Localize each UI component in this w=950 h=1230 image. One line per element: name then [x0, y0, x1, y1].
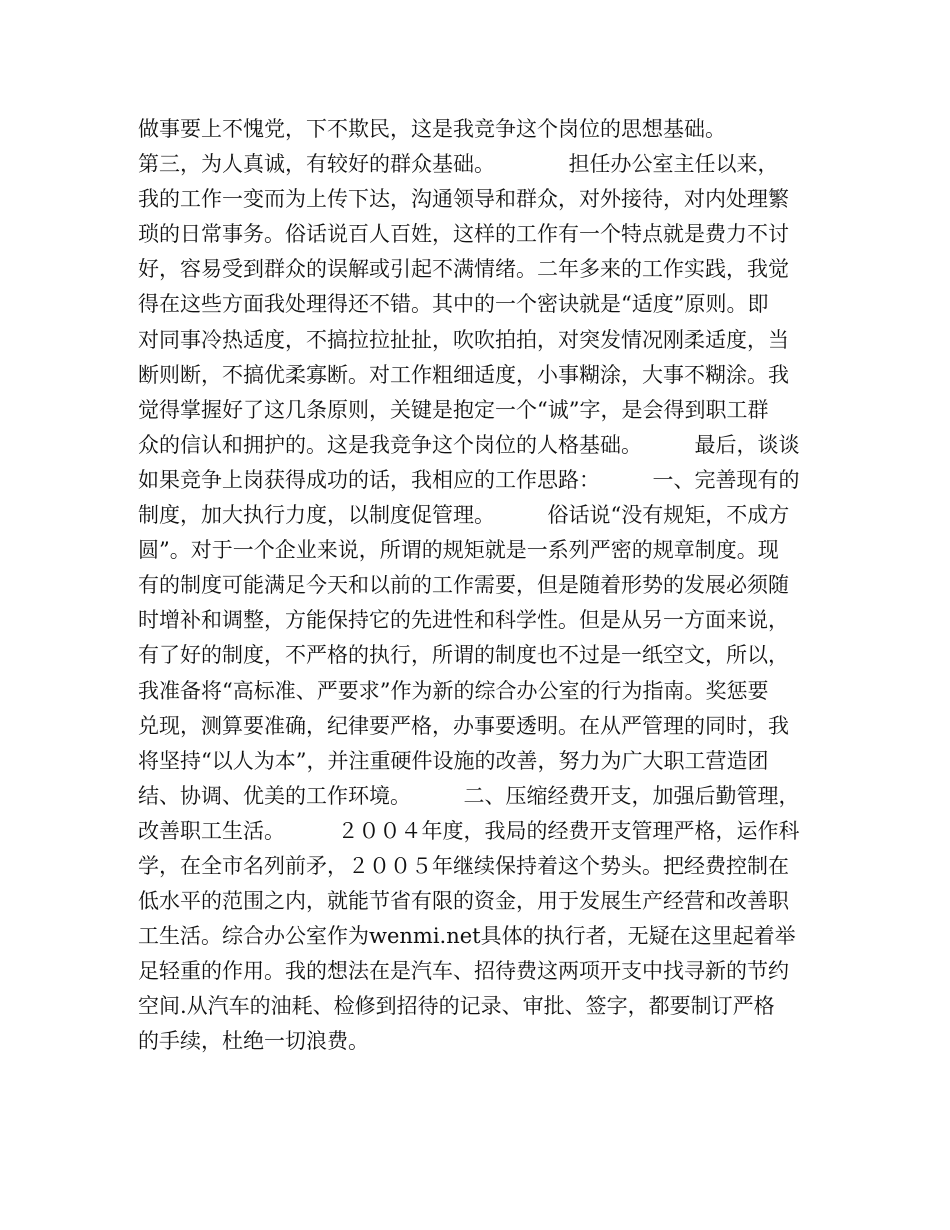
text-line: 学，在全市名列前矛，２００５年继续保持着这个势头。把经费控制在 — [138, 853, 789, 878]
text-line: 低水平的范围之内，就能节省有限的资金，用于发展生产经营和改善职 — [138, 889, 789, 914]
body-text — [138, 112, 818, 1060]
text-line: 空间.从汽车的油耗、检修到招待的记录、审批、签字，都要制订严格 — [138, 994, 775, 1019]
text-line: 好，容易受到群众的误解或引起不满情绪。二年多来的工作实践，我觉 — [138, 257, 789, 282]
text-line: 我的工作一变而为上传下达，沟通领导和群众，对外接待，对内处理繁 — [138, 187, 789, 212]
text-line: 兑现，测算要准确，纪律要严格，办事要透明。在从严管理的同时，我 — [138, 713, 789, 738]
text-line: 改善职工生活。 ２００４年度，我局的经费开支管理严格，运作科 — [138, 818, 800, 843]
text-line: 结、协调、优美的工作环境。 二、压缩经费开支，加强后勤管理， — [138, 783, 800, 808]
text-line: 的手续，杜绝一切浪费。 — [138, 1029, 369, 1054]
text-line: 第三，为人真诚，有较好的群众基础。 担任办公室主任以来， — [138, 152, 779, 177]
text-line: 众的信认和拥护的。这是我竞争这个岗位的人格基础。 最后，谈谈 — [138, 432, 800, 457]
text-line: 做事要上不愧党，下不欺民，这是我竞争这个岗位的思想基础。 — [138, 117, 726, 141]
text-line: 时增补和调整，方能保持它的先进性和科学性。但是从另一方面来说， — [138, 608, 789, 633]
text-line: 对同事冷热适度，不搞拉拉扯扯，吹吹拍拍，对突发情况刚柔适度，当 — [138, 327, 789, 352]
text-line: 觉得掌握好了这几条原则，关键是抱定一个“诚”字，是会得到职工群 — [138, 397, 769, 422]
text-line: 有了好的制度，不严格的执行，所谓的制度也不过是一纸空文，所以， — [138, 643, 789, 668]
text-line: 如果竞争上岗获得成功的话，我相应的工作思路： 一、完善现有的 — [138, 467, 800, 492]
text-line: 工生活。综合办公室作为wenmi.net具体的执行者，无疑在这里起着举 — [138, 924, 796, 949]
text-line: 断则断，不搞优柔寡断。对工作粗细适度，小事糊涂，大事不糊涂。我 — [138, 362, 789, 387]
text-line: 将坚持“以人为本”，并注重硬件设施的改善，努力为广大职工营造团 — [138, 748, 769, 773]
text-line: 足轻重的作用。我的想法在是汽车、招待费这两项开支中找寻新的节约 — [138, 959, 789, 984]
text-line: 得在这些方面我处理得还不错。其中的一个密诀就是“适度”原则。即 — [138, 292, 769, 317]
text-line: 有的制度可能满足今天和以前的工作需要，但是随着形势的发展必须随 — [138, 573, 789, 598]
text-line: 琐的日常事务。俗话说百人百姓，这样的工作有一个特点就是费力不讨 — [138, 222, 789, 247]
text-line: 我准备将“高标准、严要求”作为新的综合办公室的行为指南。奖惩要 — [138, 678, 769, 703]
text-line: 圆”。对于一个企业来说，所谓的规矩就是一系列严密的规章制度。现 — [138, 538, 779, 563]
text-line: 制度，加大执行力度，以制度促管理。 俗话说“没有规矩，不成方 — [138, 503, 790, 528]
